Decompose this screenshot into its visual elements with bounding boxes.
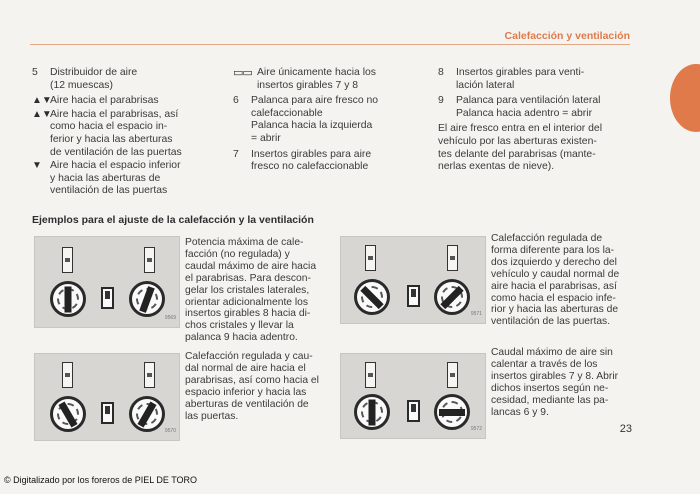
example-line: rior y hacia las aberturas de xyxy=(491,304,619,316)
air-lever-switch xyxy=(101,287,114,309)
example-line: parabrisas, así como hacia el xyxy=(185,374,319,386)
temperature-indicator xyxy=(62,362,73,388)
example-line: insertos girables 8 hacia di- xyxy=(185,308,311,320)
control-panel-illustration xyxy=(34,353,180,441)
legend-number: 9 xyxy=(438,95,444,107)
control-panel-illustration xyxy=(340,236,486,324)
legend-line: Insertos girables para venti- xyxy=(456,67,585,78)
note-line: nerlas exentas de nieve). xyxy=(438,161,555,173)
example-line: Calefacción regulada de xyxy=(491,233,603,244)
example-line: Caudal máximo de aire sin xyxy=(491,347,613,358)
example-4-text xyxy=(491,347,651,418)
example-2-text xyxy=(491,233,651,328)
legend-line: y hacia las aberturas de xyxy=(50,172,161,184)
air-lever-switch xyxy=(407,285,420,307)
legend-line: Palanca para aire fresco no xyxy=(251,95,379,107)
legend-column-3 xyxy=(438,67,638,174)
legend-line: ferior y hacia las aberturas xyxy=(50,133,173,145)
legend-line: = abrir xyxy=(251,132,281,144)
temperature-indicator xyxy=(144,362,155,388)
example-line: aberturas de ventilación de xyxy=(185,398,309,410)
example-line: calentar a través de los xyxy=(491,358,598,370)
temperature-knob-left xyxy=(50,396,86,432)
example-line: aire hacia el parabrisas, así xyxy=(491,280,617,292)
example-line: insertos girables 7 y 8. Abrir xyxy=(491,370,619,382)
example-line: ventilación de las puertas. xyxy=(491,316,611,328)
temperature-knob-left xyxy=(50,281,86,317)
example-line: vehículo y caudal normal de xyxy=(491,268,620,280)
legend-line: lación lateral xyxy=(456,79,515,91)
legend-line: insertos girables 7 y 8 xyxy=(257,79,359,91)
temperature-indicator xyxy=(365,362,376,388)
air-lever-switch xyxy=(407,400,420,422)
temperature-indicator xyxy=(144,247,155,273)
legend-number: 5 xyxy=(32,67,38,78)
legend-number: 7 xyxy=(233,148,239,160)
legend-line: Palanca para ventilación lateral xyxy=(456,95,601,107)
legend-line: calefaccionable xyxy=(251,107,323,119)
note-line: tes delante del parabrisas (mante- xyxy=(438,148,596,160)
example-line: cesidad, mediante las pa- xyxy=(491,394,609,406)
legend-line: como hacia el espacio in- xyxy=(50,121,168,133)
legend-line: fresco no calefaccionable xyxy=(251,161,369,173)
mode-floor xyxy=(32,160,222,198)
legend-column-1 xyxy=(32,67,222,199)
legend-number: 8 xyxy=(438,67,444,78)
temperature-knob-left xyxy=(354,279,390,315)
legend-line: Aire hacia el parabrisas, así xyxy=(50,108,179,120)
example-line: dal normal de aire hacia el xyxy=(185,362,306,374)
example-line: espacio inferior y hacia las xyxy=(185,386,307,398)
example-line: orientar adicionalmente los xyxy=(185,296,309,308)
example-line: caudal máximo de aire hacia xyxy=(185,260,317,272)
example-line: las puertas. xyxy=(185,410,239,422)
control-panel-illustration xyxy=(34,236,180,328)
temperature-knob-right xyxy=(129,281,165,317)
temperature-indicator xyxy=(447,362,458,388)
legend-column-2 xyxy=(233,67,428,177)
temperature-knob-right xyxy=(129,396,165,432)
page-section-title: Calefacción y ventilación xyxy=(504,30,630,42)
figure-code: 9572 xyxy=(470,426,482,433)
temperature-knob-right xyxy=(434,394,470,430)
legend-line: Insertos girables para aire xyxy=(251,148,372,160)
example-line: como hacia el espacio infe- xyxy=(491,292,616,304)
legend-line: Palanca hacia adentro = abrir xyxy=(456,107,593,119)
mode-windshield-floor xyxy=(32,109,222,159)
legend-line: ventilación de las puertas xyxy=(50,185,168,197)
legend-line: Aire hacia el parabrisas xyxy=(50,95,159,107)
legend-line: Distribuidor de aire xyxy=(50,67,138,78)
mode-door-vents xyxy=(233,67,428,92)
page-number: 23 xyxy=(619,423,632,435)
legend-item-5 xyxy=(32,67,222,92)
example-line: forma diferente para los la- xyxy=(491,244,615,256)
legend-item-8 xyxy=(438,67,638,92)
figure-code: 9571 xyxy=(470,311,482,318)
fresh-air-note xyxy=(438,123,638,173)
legend-item-7 xyxy=(233,149,428,174)
example-3-text xyxy=(185,351,335,422)
example-1-text xyxy=(185,237,335,344)
figure-code: 9570 xyxy=(164,428,176,435)
note-line: vehículo por las aberturas existen- xyxy=(438,135,597,147)
figure-code: 9569 xyxy=(164,315,176,322)
legend-line: de ventilación de las puertas xyxy=(50,146,182,158)
legend-line: Aire hacia el espacio inferior xyxy=(50,160,181,172)
door-vents-icon: ▭▭ xyxy=(233,67,252,79)
temperature-indicator xyxy=(62,247,73,273)
legend-item-6 xyxy=(233,95,428,145)
example-line: dichos insertos según ne- xyxy=(491,382,609,394)
temperature-knob-left xyxy=(354,394,390,430)
control-panel-illustration xyxy=(340,353,486,439)
examples-heading: Ejemplos para el ajuste de la calefacción y la ventilación xyxy=(32,214,314,226)
example-line: Calefacción regulada y cau- xyxy=(185,351,313,362)
legend-line: Aire únicamente hacia los xyxy=(257,67,376,78)
digitization-credit: © Digitalizado por los foreros de PIEL DE TORO xyxy=(4,475,198,485)
example-line: chos cristales y llevar la xyxy=(185,320,294,332)
example-line: lancas 6 y 9. xyxy=(491,406,549,418)
example-line: el parabrisas. Para descon- xyxy=(185,272,311,284)
legend-line: (12 muescas) xyxy=(50,79,113,91)
example-line: Potencia máxima de cale- xyxy=(185,237,304,248)
legend-line: Palanca hacia la izquierda xyxy=(251,120,373,132)
windshield-airflow-icon: ▲▼ xyxy=(32,95,52,107)
example-line: palanca 9 hacia adentro. xyxy=(185,332,298,344)
legend-item-9 xyxy=(438,95,638,120)
floor-airflow-icon: ▼ xyxy=(32,160,42,172)
air-lever-switch xyxy=(101,402,114,424)
mode-windshield xyxy=(32,95,222,108)
legend-number: 6 xyxy=(233,95,239,107)
chapter-tab-marker xyxy=(670,64,700,132)
header-divider xyxy=(30,44,630,45)
example-line: dos izquierdo y derecho del xyxy=(491,256,617,268)
example-line: facción (no regulada) y xyxy=(185,248,290,260)
temperature-indicator xyxy=(447,245,458,271)
temperature-indicator xyxy=(365,245,376,271)
temperature-knob-right xyxy=(434,279,470,315)
note-line: El aire fresco entra en el interior del xyxy=(438,123,603,135)
example-line: gelar los cristales laterales, xyxy=(185,284,310,296)
windshield-floor-airflow-icon: ▲▼ xyxy=(32,108,52,120)
